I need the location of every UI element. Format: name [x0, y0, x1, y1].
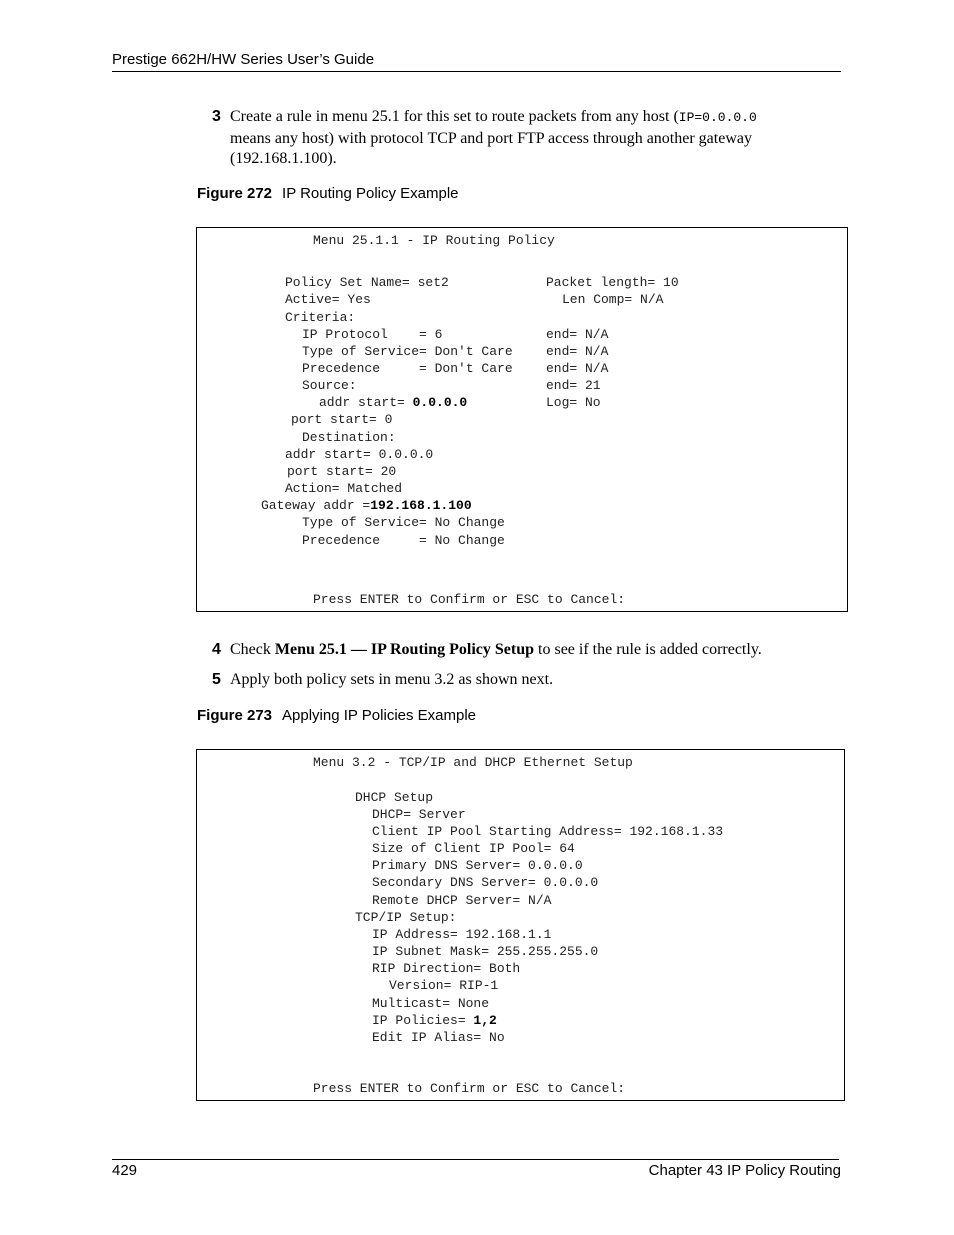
step-4-text	[230, 640, 762, 661]
client-ip-pool-start: Client IP Pool Starting Address= 192.168.1.33	[372, 824, 724, 839]
step-3-text-a: Create a rule in menu 25.1 for this set to route packets from any host (	[230, 108, 679, 125]
destination-label: Destination:	[302, 430, 396, 445]
step-3-text	[230, 107, 830, 170]
source-addr-start-value: 0.0.0.0	[412, 395, 468, 410]
precedence: Precedence = Don't Care	[302, 361, 513, 376]
step-5-text: Apply both policy sets in menu 3.2 as shown next.	[230, 671, 554, 688]
confirm-prompt: Press ENTER to Confirm or ESC to Cancel:	[313, 592, 626, 607]
tcpip-setup-label: TCP/IP Setup:	[355, 910, 457, 925]
criteria-label: Criteria:	[285, 310, 356, 325]
ip-policies-value: 1,2	[473, 1013, 497, 1028]
edit-ip-alias: Edit IP Alias= No	[372, 1030, 505, 1045]
dest-addr-start: addr start= 0.0.0.0	[285, 447, 434, 462]
gateway-addr-label: Gateway addr =	[261, 498, 371, 513]
remote-dhcp-server: Remote DHCP Server= N/A	[372, 893, 552, 908]
type-of-service-end: end= N/A	[546, 344, 609, 359]
running-header: Prestige 662H/HW Series User’s Guide	[112, 51, 375, 68]
gateway-addr	[261, 497, 472, 514]
menu-title: Menu 3.2 - TCP/IP and DHCP Ethernet Setup	[313, 755, 633, 770]
chapter-title: Chapter 43 IP Policy Routing	[648, 1162, 841, 1179]
source-addr-start	[319, 394, 467, 411]
ip-address: IP Address= 192.168.1.1	[372, 927, 552, 942]
figure-273-label: Figure 273	[197, 707, 273, 724]
header-rule	[112, 71, 841, 72]
confirm-prompt: Press ENTER to Confirm or ESC to Cancel:	[313, 1081, 626, 1096]
footer-rule	[112, 1159, 839, 1160]
ip-subnet-mask: IP Subnet Mask= 255.255.255.0	[372, 944, 599, 959]
gateway-addr-value: 192.168.1.100	[370, 498, 472, 513]
rip-direction: RIP Direction= Both	[372, 961, 521, 976]
action-type-of-service: Type of Service= No Change	[302, 515, 505, 530]
figure-272-title: IP Routing Policy Example	[282, 185, 459, 202]
multicast: Multicast= None	[372, 996, 490, 1011]
ip-policies	[372, 1012, 497, 1029]
figure-273-caption	[197, 707, 476, 724]
ip-policies-label: IP Policies=	[372, 1013, 474, 1028]
ip-protocol: IP Protocol = 6	[302, 327, 443, 342]
dhcp: DHCP= Server	[372, 807, 466, 822]
step-number-5: 5	[212, 671, 221, 688]
action-precedence: Precedence = No Change	[302, 533, 505, 548]
policy-set-name: Policy Set Name= set2	[285, 275, 449, 290]
len-comp: Len Comp= N/A	[562, 292, 664, 307]
step-number-3: 3	[212, 108, 221, 125]
active: Active= Yes	[285, 292, 371, 307]
figure-273-terminal	[196, 749, 845, 1101]
secondary-dns: Secondary DNS Server= 0.0.0.0	[372, 875, 599, 890]
source-port-start: port start= 0	[291, 412, 393, 427]
precedence-end: end= N/A	[546, 361, 609, 376]
dest-port-start: port start= 20	[287, 464, 397, 479]
step-3-code: IP=0.0.0.0	[678, 110, 757, 125]
primary-dns: Primary DNS Server= 0.0.0.0	[372, 858, 583, 873]
menu-title: Menu 25.1.1 - IP Routing Policy	[313, 233, 555, 248]
step-4-text-b: to see if the rule is added correctly.	[534, 641, 762, 658]
step-4-menu-ref: Menu 25.1 — IP Routing Policy Setup	[274, 641, 535, 658]
ip-protocol-end: end= N/A	[546, 327, 609, 342]
source-addr-start-label: addr start=	[319, 395, 413, 410]
figure-272-caption	[197, 185, 459, 202]
page-number: 429	[112, 1162, 138, 1179]
figure-273-title: Applying IP Policies Example	[282, 707, 477, 724]
client-ip-pool-size: Size of Client IP Pool= 64	[372, 841, 575, 856]
step-number-4: 4	[212, 641, 221, 658]
source-label: Source:	[302, 378, 357, 393]
packet-length: Packet length= 10	[546, 275, 679, 290]
source-end: end= 21	[546, 378, 601, 393]
figure-272-terminal	[196, 227, 848, 612]
action: Action= Matched	[285, 481, 403, 496]
log: Log= No	[546, 395, 601, 410]
step-3-text-c: (192.168.1.100).	[230, 150, 337, 167]
step-3-text-b: means any host) with protocol TCP and port FTP access through another gateway	[230, 129, 752, 147]
dhcp-setup-label: DHCP Setup	[355, 790, 434, 805]
figure-272-label: Figure 272	[197, 185, 273, 202]
rip-version: Version= RIP-1	[389, 978, 499, 993]
step-4-text-a: Check	[230, 641, 275, 658]
type-of-service: Type of Service= Don't Care	[302, 344, 513, 359]
